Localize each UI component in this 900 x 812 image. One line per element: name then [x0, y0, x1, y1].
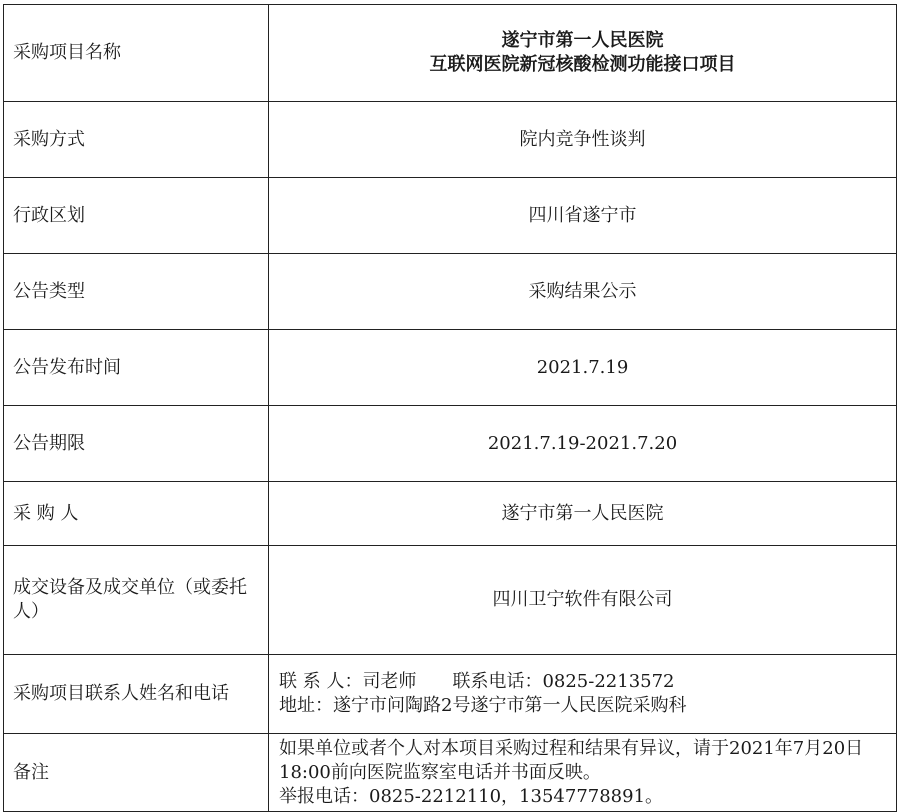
winning-supplier-value: 四川卫宁软件有限公司 [269, 546, 897, 655]
row-label-project-name: 采购项目名称 [4, 5, 269, 102]
purchaser-value: 遂宁市第一人民医院 [269, 482, 897, 546]
project-name-line-2: 互联网医院新冠核酸检测功能接口项目 [429, 54, 736, 75]
project-name-value [269, 5, 897, 102]
table-row [4, 254, 897, 330]
project-name-line-1: 遂宁市第一人民医院 [501, 30, 664, 51]
procurement-method-value: 院内竞争性谈判 [269, 102, 897, 178]
table-row [4, 330, 897, 406]
notice-period-value: 2021.7.19-2021.7.20 [269, 406, 897, 482]
row-label-winning-supplier [4, 546, 269, 655]
table-row [4, 5, 897, 102]
row-label-region: 行政区划 [4, 178, 269, 254]
row-label-publish-date: 公告发布时间 [4, 330, 269, 406]
table-row [4, 655, 897, 734]
publish-date-value: 2021.7.19 [269, 330, 897, 406]
remarks-value [269, 734, 897, 812]
notice-type-value: 采购结果公示 [269, 254, 897, 330]
table-row [4, 406, 897, 482]
table-row [4, 546, 897, 655]
remarks-report-phone: 举报电话：0825-2212110，13547778891。 [279, 785, 664, 807]
winning-supplier-label-text: 成交设备及成交单位（或委托人） [13, 577, 247, 622]
table-row [4, 102, 897, 178]
row-label-notice-type: 公告类型 [4, 254, 269, 330]
procurement-result-table [3, 4, 897, 812]
row-label-remarks: 备注 [4, 734, 269, 812]
contact-value [269, 655, 897, 734]
row-label-procurement-method: 采购方式 [4, 102, 269, 178]
row-label-contact: 采购项目联系人姓名和电话 [4, 655, 269, 734]
region-value: 四川省遂宁市 [269, 178, 897, 254]
table-row [4, 482, 897, 546]
row-label-purchaser: 采 购 人 [4, 482, 269, 546]
row-label-notice-period: 公告期限 [4, 406, 269, 482]
contact-person-phone: 联 系 人：司老师 联系电话：0825-2213572 [279, 671, 675, 692]
table-row [4, 178, 897, 254]
contact-address: 地址：遂宁市问陶路2号遂宁市第一人民医院采购科 [279, 695, 687, 716]
table-row [4, 734, 897, 812]
remarks-objection-notice: 如果单位或者个人对本项目采购过程和结果有异议，请于2021年7月20日18:00前向医院监察室电话并书面反映。 [279, 737, 864, 783]
